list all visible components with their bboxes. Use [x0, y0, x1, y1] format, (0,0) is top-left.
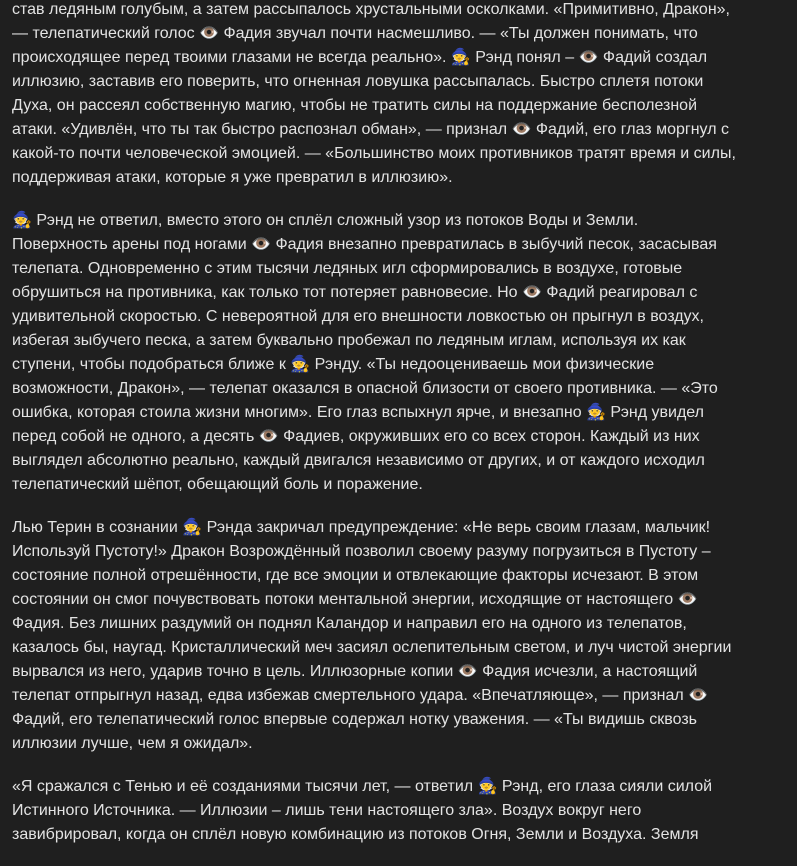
text-line: избегая зыбучего песка, а затем буквально пробежал по ледяным иглам, используя их как	[12, 332, 686, 349]
text-line: происходящее перед твоими глазами не всегда реально». 🧙 Рэнд понял – 👁️ Фадий создал	[12, 49, 708, 66]
paragraph-2	[12, 209, 792, 497]
story-text-area	[12, 0, 792, 866]
text-line: обрушиться на противника, как только тот потеряет равновесие. Но 👁️ Фадий реагировал с	[12, 284, 698, 301]
text-line: телепатический шёпот, обещающий боль и поражение.	[12, 476, 423, 493]
text-line: атаки. «Удивлён, что ты так быстро распознал обман», — признал 👁️ Фадий, его глаз моргнул с	[12, 121, 729, 138]
text-line: Используй Пустоту!» Дракон Возрождённый позволил своему разуму погрузиться в Пустоту –	[12, 543, 711, 560]
text-line: ступени, чтобы подобраться ближе к 🧙 Рэнду. «Ты недооцениваешь мои физические	[12, 356, 655, 373]
text-line: удивительной скоростью. С невероятной для его внешности ловкостью он прыгнул в воздух,	[12, 308, 704, 325]
text-line: Духа, он рассеял собственную магию, чтобы не тратить силы на поддержание бесполезной	[12, 97, 698, 114]
paragraph-1	[12, 0, 792, 190]
text-line: — телепатический голос 👁️ Фадия звучал почти насмешливо. — «Ты должен понимать, что	[12, 25, 698, 42]
text-line: выглядел абсолютно реально, каждый двигался независимо от других, и от каждого исходил	[12, 452, 705, 469]
text-line: став ледяным голубым, а затем рассыпалось хрустальными осколками. «Примитивно, Дракон»,	[12, 1, 730, 18]
text-line: иллюзии лучше, чем я ожидал».	[12, 735, 253, 752]
text-line: иллюзию, заставив его поверить, что огненная ловушка рассыпалась. Быстро сплетя потоки	[12, 73, 704, 90]
paragraph-3	[12, 516, 792, 756]
text-line: перед собой не одного, а десять 👁️ Фадиев, окруживших его со всех сторон. Каждый из них	[12, 428, 700, 445]
text-line: Истинного Источника. — Иллюзии – лишь тени настоящего зла». Воздух вокруг него	[12, 802, 642, 819]
text-line: завибрировал, когда он сплёл новую комбинацию из потоков Огня, Земли и Воздуха. Земля	[12, 826, 699, 843]
text-line: возможности, Дракон», — телепат оказался в опасной близости от своего противника. — «Это	[12, 380, 718, 397]
text-line: Лью Терин в сознании 🧙 Рэнда закричал предупреждение: «Не верь своим глазам, мальчик!	[12, 519, 711, 536]
text-line: казалось бы, наугад. Кристаллический меч засиял ослепительным светом, и луч чистой энергии	[12, 639, 732, 656]
paragraph-4	[12, 775, 792, 847]
text-line: Фадия. Без лишних раздумий он поднял Каландор и направил его на одного из телепатов,	[12, 615, 687, 632]
text-line: состоянии он смог почувствовать потоки ментальной энергии, исходящие от настоящего 👁️	[12, 591, 698, 608]
text-line: телепат отпрыгнул назад, едва избежав смертельного удара. «Впечатляюще», — признал 👁️	[12, 687, 709, 704]
text-line: поддерживая атаки, которые я уже превратил в иллюзию».	[12, 169, 453, 186]
text-line: ошибка, которая стоила жизни многим». Его глаз вспыхнул ярче, и внезапно 🧙 Рэнд увидел	[12, 404, 705, 421]
text-line: 🧙 Рэнд не ответил, вместо этого он сплёл сложный узор из потоков Воды и Земли.	[12, 212, 639, 229]
text-line: телепата. Одновременно с этим тысячи ледяных игл сформировались в воздухе, готовые	[12, 260, 683, 277]
text-line: «Я сражался с Тенью и её созданиями тысячи лет, — ответил 🧙 Рэнд, его глаза сияли силой	[12, 778, 713, 795]
text-line: какой-то почти человеческой эмоцией. — «Большинство моих противников тратят время и силы,	[12, 145, 736, 162]
text-line: вырвался из него, ударив точно в цель. Иллюзорные копии 👁️ Фадия исчезли, а настоящий	[12, 663, 698, 680]
text-line: Поверхность арены под ногами 👁️ Фадия внезапно превратилась в зыбучий песок, засасывая	[12, 236, 717, 253]
text-line: состояние полной отрешённости, где все эмоции и отвлекающие факторы исчезают. В этом	[12, 567, 699, 584]
text-line: Фадий, его телепатический голос впервые содержал нотку уважения. — «Ты видишь сквозь	[12, 711, 697, 728]
